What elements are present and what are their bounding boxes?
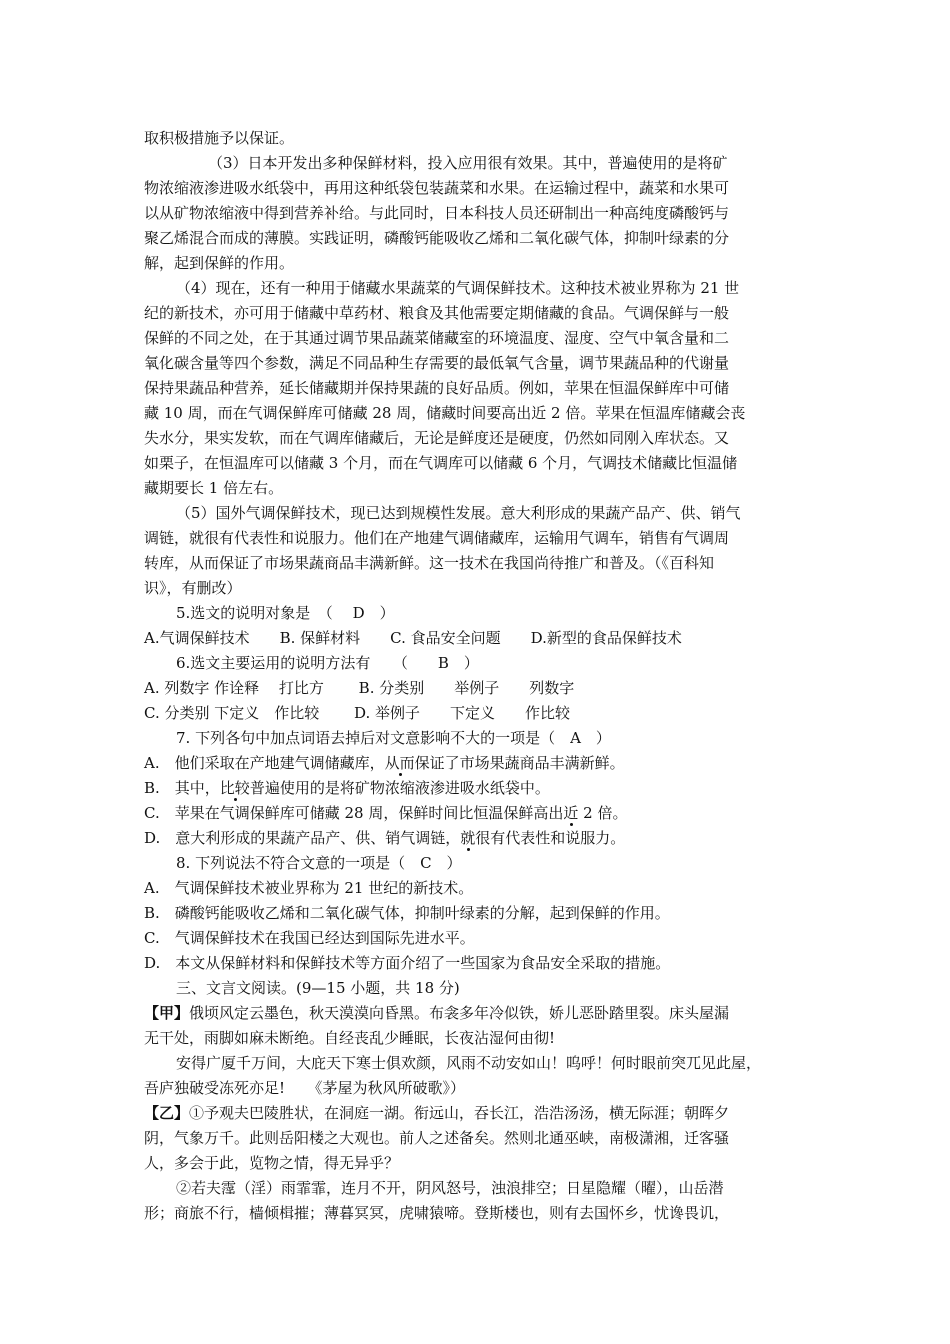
para4-line-3: 保鲜的不同之处，在于其通过调节果品蔬菜储藏室的环境温度、湿度、空气中氧含量和二 bbox=[144, 329, 730, 347]
q7-option-a-text: A. 他们采取在产地建气调储藏库， bbox=[144, 754, 385, 772]
q7-option-c-text-end: 2 倍。 bbox=[578, 804, 628, 822]
q7-option-d-dotted: 就 bbox=[460, 829, 476, 847]
q7-option-d bbox=[144, 827, 625, 851]
para-intro-line: 取积极措施予以保证。 bbox=[144, 129, 295, 147]
para4-line-5: 保持果蔬品种营养，延长储藏期并保持果蔬的良好品质。例如，苹果在恒温保鲜库中可储 bbox=[144, 379, 730, 397]
para4-line-7: 失水分，果实发软，而在气调库储藏后，无论是鲜度还是硬度，仍然如同刚入库状态。又 bbox=[144, 429, 730, 447]
jia-line-1-text: 俄顷风定云墨色，秋天漠漠向昏黑。布衾多年冷似铁，娇儿恶卧踏里裂。床头屋漏 bbox=[189, 1004, 730, 1022]
q8-stem: 8. 下列说法不符合文意的一项是（ C ） bbox=[176, 854, 462, 872]
jia-label: 【甲】 bbox=[144, 1004, 190, 1022]
q8-option-b: B. 磷酸钙能吸收乙烯和二氧化碳气体，抑制叶绿素的分解，起到保鲜的作用。 bbox=[144, 904, 670, 922]
para4-line-6: 藏 10 周，而在气调保鲜库可储藏 28 周，储藏时间要高出近 2 倍。苹果在恒温库储藏会丧 bbox=[144, 404, 746, 422]
yi-line-2: 阴，气象万千。此则岳阳楼之大观也。前人之述备矣。然则北通巫峡，南极潇湘，迁客骚 bbox=[144, 1129, 730, 1147]
q7-stem: 7. 下列各句中加点词语去掉后对文意影响不大的一项是（ A ） bbox=[176, 729, 611, 747]
q7-option-a-text-end: 保证了市场果蔬商品丰满新鲜。 bbox=[414, 754, 625, 772]
q7-option-c bbox=[144, 802, 627, 826]
q7-option-b-dotted: 比较 bbox=[219, 779, 250, 797]
q8-option-a: A. 气调保鲜技术被业界称为 21 世纪的新技术。 bbox=[144, 879, 474, 897]
para3-line-5: 解，起到保鲜的作用。 bbox=[144, 254, 295, 272]
yi-line-1 bbox=[144, 1102, 729, 1126]
para4-line-9: 藏期要长 1 倍左右。 bbox=[144, 479, 284, 497]
jia-line-3: 安得广厦千万间，大庇天下寒士俱欢颜，风雨不动安如山！呜呼！何时眼前突兀见此屋， bbox=[176, 1054, 762, 1072]
q8-option-c: C. 气调保鲜技术在我国已经达到国际先进水平。 bbox=[144, 929, 475, 947]
q7-option-d-text-end: 很有代表性和说服力。 bbox=[475, 829, 626, 847]
q7-option-a bbox=[144, 752, 625, 776]
para3-line-3: 以从矿物浓缩液中得到营养补给。与此同时，日本科技人员还研制出一种高纯度磷酸钙与 bbox=[144, 204, 730, 222]
q7-option-c-dotted: 近 bbox=[563, 804, 579, 822]
q6-option-cd: C. 分类别 下定义 作比较 D. 举例子 下定义 作比较 bbox=[144, 704, 571, 722]
q7-option-c-text: C. 苹果在气调保鲜库可储藏 28 周，保鲜时间比恒温保鲜高出 bbox=[144, 804, 564, 822]
para3-line-2: 物浓缩液渗进吸水纸袋中，再用这种纸袋包装蔬菜和水果。在运输过程中，蔬菜和水果可 bbox=[144, 179, 730, 197]
q6-option-ab: A. 列数字 作诠释 打比方 B. 分类别 举例子 列数字 bbox=[144, 679, 575, 697]
q7-option-d-text: D. 意大利形成的果蔬产品产、供、销气调链， bbox=[144, 829, 461, 847]
q7-option-b bbox=[144, 777, 550, 801]
yi-line-5: 形；商旅不行，樯倾楫摧；薄暮冥冥，虎啸猿啼。登斯楼也，则有去国怀乡，忧谗畏讥， bbox=[144, 1204, 730, 1222]
para5-line-3: 转库，从而保证了市场果蔬商品丰满新鲜。这一技术在我国尚待推广和普及。（《百科知 bbox=[144, 554, 715, 572]
q5-options: A.气调保鲜技术 B. 保鲜材料 C. 食品安全问题 D.新型的食品保鲜技术 bbox=[144, 629, 682, 647]
para4-line-4: 氧化碳含量等四个参数，满足不同品种生存需要的最低氧气含量，调节果蔬品种的代谢量 bbox=[144, 354, 730, 372]
q5-stem: 5.选文的说明对象是 （ D ） bbox=[176, 604, 395, 622]
para3-line-4: 聚乙烯混合而成的薄膜。实践证明，磷酸钙能吸收乙烯和二氧化碳气体，抑制叶绿素的分 bbox=[144, 229, 730, 247]
q7-option-b-text-end: 普遍使用的是将矿物浓缩液渗进吸水纸袋中。 bbox=[249, 779, 550, 797]
yi-line-3: 人，多会于此，览物之情，得无异乎？ bbox=[144, 1154, 400, 1172]
yi-label: 【乙】 bbox=[144, 1104, 190, 1122]
para3-line-1: （3）日本开发出多种保鲜材料，投入应用很有效果。其中，普遍使用的是将矿 bbox=[208, 154, 728, 172]
yi-line-4: ②若夫霪（淫）雨霏霏，连月不开，阴风怒号，浊浪排空；日星隐耀（曜），山岳潜 bbox=[176, 1179, 724, 1197]
para4-line-2: 纪的新技术，亦可用于储藏中草药材、粮食及其他需要定期储藏的食品。气调保鲜与一般 bbox=[144, 304, 730, 322]
para5-line-4: 识》，有删改） bbox=[144, 579, 242, 597]
jia-line-2: 无干处，雨脚如麻未断绝。自经丧乱少睡眠，长夜沾湿何由彻! bbox=[144, 1029, 556, 1047]
jia-line-4: 吾庐独破受冻死亦足! 《茅屋为秋风所破歌》） bbox=[144, 1079, 466, 1097]
section3-title: 三、文言文阅读。(9—15 小题，共 18 分) bbox=[176, 979, 460, 997]
yi-line-1-text: ①予观夫巴陵胜状，在洞庭一湖。衔远山，吞长江，浩浩汤汤，横无际涯；朝晖夕 bbox=[189, 1104, 730, 1122]
jia-line-1 bbox=[144, 1002, 729, 1026]
q6-stem: 6.选文主要运用的说明方法有 （ B ） bbox=[176, 654, 479, 672]
para5-line-2: 调链，就很有代表性和说服力。他们在产地建气调储藏库，运输用气调车，销售有气调周 bbox=[144, 529, 730, 547]
para4-line-1: （4）现在，还有一种用于储藏水果蔬菜的气调保鲜技术。这种技术被业界称为 21 世 bbox=[176, 279, 740, 297]
para5-line-1: （5）国外气调保鲜技术，现已达到规模性发展。意大利形成的果蔬产品产、供、销气 bbox=[176, 504, 741, 522]
q7-option-a-dotted: 从而 bbox=[384, 754, 415, 772]
q8-option-d: D. 本文从保鲜材料和保鲜技术等方面介绍了一些国家为食品安全采取的措施。 bbox=[144, 954, 671, 972]
q7-option-b-text: B. 其中， bbox=[144, 779, 220, 797]
para4-line-8: 如栗子，在恒温库可以储藏 3 个月，而在气调库可以储藏 6 个月，气调技术储藏比恒温储 bbox=[144, 454, 738, 472]
